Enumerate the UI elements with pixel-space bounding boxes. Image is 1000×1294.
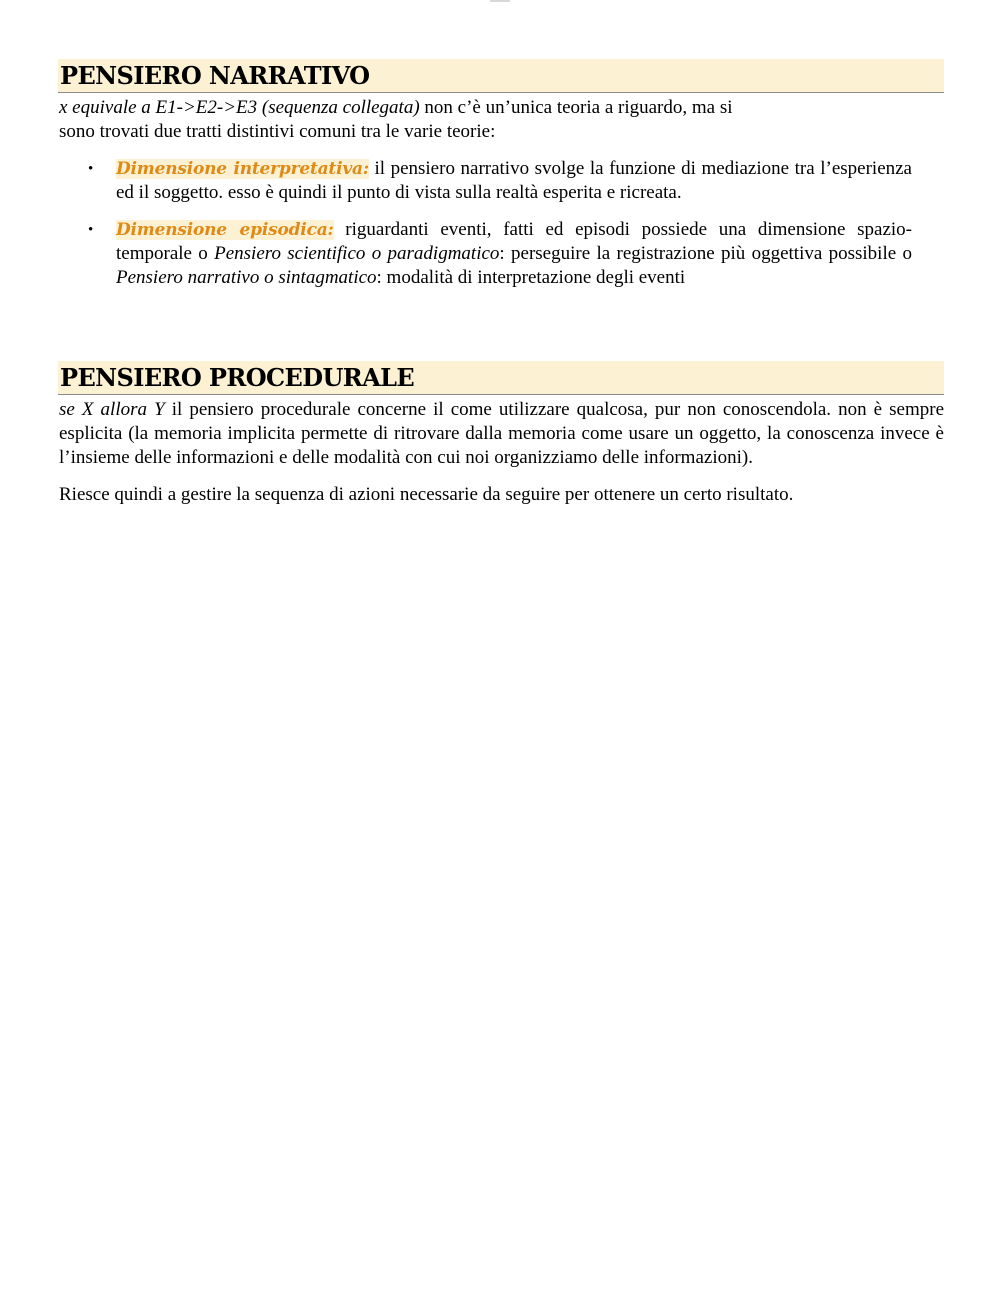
section-pensiero-narrativo (58, 59, 944, 303)
term-highlight: Dimensione interpretativa: (116, 159, 369, 179)
intro-text-line2: sono trovati due tratti distintivi comuni tra le varie teorie: (59, 121, 496, 142)
bullet-italic-term: Pensiero scientifico o paradigmatico (214, 243, 500, 264)
list-item (58, 157, 944, 205)
section-paragraph (58, 398, 944, 470)
paragraph-text: il pensiero procedurale concerne il come utilizzare qualcosa, pur non conoscendola. non è sempre esplicita (la memoria implicita permette di ritrovare dalla memoria come usare un oggetto, la conoscenza invece è l’insieme delle informazioni e delle modalità con cui noi organizziamo delle informazioni). (59, 399, 945, 468)
bullet-text: : perseguire la registrazione più oggettiva possibile o (499, 243, 912, 264)
bullet-text: riguardanti eventi, fatti ed episodi possiede una dimensione spazio-temporale o (116, 219, 913, 264)
list-item (58, 218, 944, 290)
section-intro (58, 96, 944, 144)
section-paragraph: Riesce quindi a gestire la sequenza di azioni necessarie da seguire per ottenere un certo risultato. (59, 484, 794, 505)
bullet-text: : modalità di interpretazione degli eventi (376, 267, 686, 288)
bullet-icon: • (88, 222, 94, 238)
section-heading: PENSIERO NARRATIVO (58, 59, 944, 93)
intro-formula: x equivale a E1->E2->E3 (sequenza collegata) (59, 97, 420, 118)
paragraph-formula: se X allora Y (59, 399, 165, 420)
bullet-list (58, 157, 944, 290)
bullet-italic-term: Pensiero narrativo o sintagmatico (116, 267, 377, 288)
bullet-icon: • (88, 161, 94, 177)
section-heading: PENSIERO PROCEDURALE (58, 361, 944, 395)
section-pensiero-procedurale (58, 361, 944, 507)
bullet-text: il pensiero narrativo svolge la funzione di mediazione tra l’esperienza ed il soggetto. esso è quindi il punto di vista sulla realtà esperita e ricreata. (116, 158, 912, 203)
page-header-mark (490, 0, 510, 2)
term-highlight: Dimensione episodica: (116, 220, 334, 240)
intro-text: non c’è un’unica teoria a riguardo, ma si (419, 97, 733, 118)
